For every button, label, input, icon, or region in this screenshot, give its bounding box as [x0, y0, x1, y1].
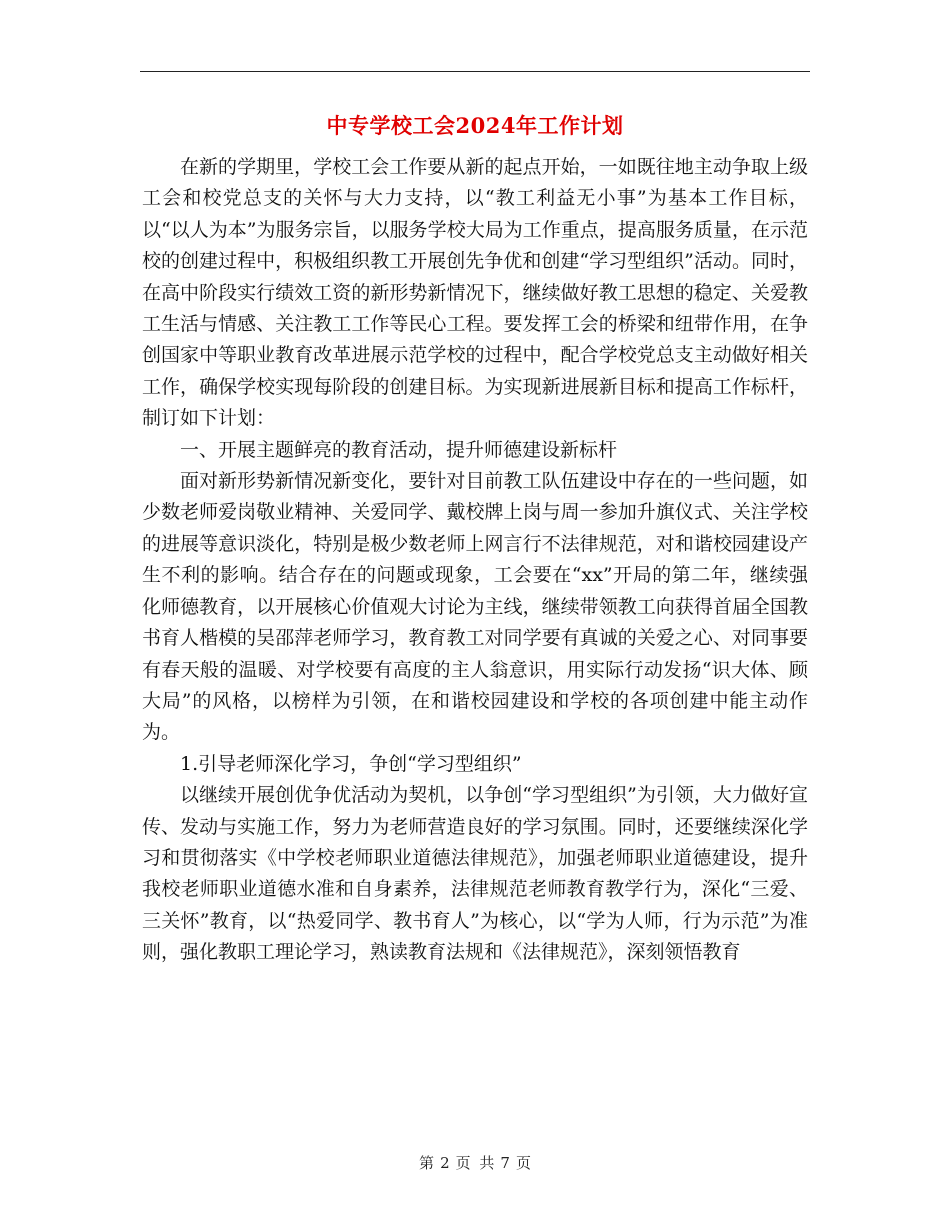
- document-body: [142, 152, 808, 969]
- footer-middle: 页 共: [455, 1154, 495, 1172]
- section-heading-1: 一、开展主题鲜亮的教育活动，提升师德建设新标杆: [180, 438, 618, 461]
- page-number-total: 7: [500, 1154, 510, 1172]
- footer-suffix: 页: [515, 1154, 531, 1172]
- header-rule: [140, 71, 810, 72]
- paragraph-intro: 在新的学期里，学校工会工作要从新的起点开始，一如既往地主动争取上级工会和校党总支的关怀与大力支持，以“教工利益无小事”为基本工作目标，以“以人为本”为服务宗旨，以服务学校大局为工作重点，提高服务质量，在示范校的创建过程中，积极组织教工开展创先争优和创建“学习型组织”活动。同时，在高中阶段实行绩效工资的新形势新情况下，继续做好教工思想的稳定、关爱教工生活与情感、关注教工工作等民心工程。要发挥工会的桥梁和纽带作用，在争创国家中等职业教育改革进展示范学校的过程中，配合学校党总支主动做好相关工作，确保学校实现每阶段的创建目标。为实现新进展新目标和提高工作标杆，制订如下计划：: [142, 156, 808, 430]
- footer-prefix: 第: [419, 1154, 435, 1172]
- subsection-heading-1: 1.引导老师深化学习，争创“学习型组织”: [180, 752, 522, 775]
- page-footer: [0, 1152, 950, 1173]
- document-title: 中专学校工会2024年工作计划: [326, 113, 624, 138]
- page-number-current: 2: [440, 1154, 450, 1172]
- paragraph-section-1: 面对新形势新情况新变化，要针对目前教工队伍建设中存在的一些问题，如少数老师爱岗敬业精神、关爱同学、戴校牌上岗与周一参加升旗仪式、关注学校的进展等意识淡化，特别是极少数老师上网言行不法律规范，对和谐校园建设产生不利的影响。结合存在的问题或现象，工会要在“xx”开局的第二年，继续强化师德教育，以开展核心价值观大讨论为主线，继续带领教工向获得首届全国教书育人楷模的吴邵萍老师学习，教育教工对同学要有真诚的关爱之心、对同事要有春天般的温暖、对学校要有高度的主人翁意识，用实际行动发扬“识大体、顾大局”的风格，以榜样为引领，在和谐校园建设和学校的各项创建中能主动作为。: [142, 470, 808, 744]
- paragraph-subsection-1: 以继续开展创优争优活动为契机，以争创“学习型组织”为引领，大力做好宣传、发动与实施工作，努力为老师营造良好的学习氛围。同时，还要继续深化学习和贯彻落实《中学校老师职业道德法律规范》，加强老师职业道德建设，提升我校老师职业道德水准和自身素养，法律规范老师教育教学行为，深化“三爱、三关怀”教育，以“热爱同学、教书育人”为核心，以“学为人师，行为示范”为准则，强化教职工理论学习，熟读教育法规和《法律规范》，深刻领悟教育: [142, 784, 808, 964]
